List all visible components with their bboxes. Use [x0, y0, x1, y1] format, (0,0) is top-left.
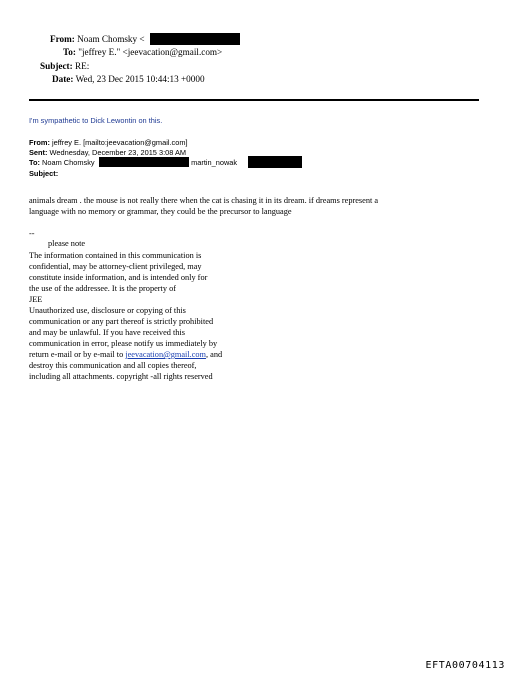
- header-to-label: To:: [63, 47, 76, 57]
- forwarded-sent-row: [29, 148, 186, 157]
- disclaimer-notify-line: [29, 349, 222, 360]
- message-line-2: language with no memory or grammar, they could be the precursor to language: [29, 207, 292, 216]
- redaction-bar: [99, 157, 189, 167]
- signature-please-note: please note: [48, 239, 86, 248]
- header-to-row: [63, 47, 222, 58]
- disclaimer-line: destroy this communication and all copies thereof,: [29, 361, 197, 370]
- email-link[interactable]: jeevacation@gmail.com: [125, 350, 206, 359]
- header-subject-value: RE:: [74, 61, 90, 71]
- disclaimer-line: The information contained in this communication is: [29, 251, 202, 260]
- notify-prefix: return e-mail or by e-mail to: [29, 350, 126, 359]
- forwarded-subject-label: Subject:: [29, 169, 59, 178]
- forwarded-to-label: To:: [29, 158, 40, 167]
- header-date-label: Date:: [52, 74, 74, 84]
- header-from-row: [50, 34, 145, 45]
- document-id: EFTA00704113: [425, 660, 505, 671]
- header-divider: [29, 99, 479, 101]
- forwarded-to-row: [29, 158, 95, 167]
- disclaimer-line: Unauthorized use, disclosure or copying of this: [29, 306, 186, 315]
- header-date-row: [52, 74, 205, 85]
- forwarded-sent-value: Wednesday, December 23, 2015 3:08 AM: [49, 148, 187, 157]
- header-date-value: Wed, 23 Dec 2015 10:44:13 +0000: [75, 74, 205, 84]
- disclaimer-line: communication in error, please notify us immediately by: [29, 339, 218, 348]
- forwarded-sent-label: Sent:: [29, 148, 48, 157]
- redaction-bar: [248, 156, 302, 168]
- disclaimer-line: confidential, may be attorney-client privileged, may: [29, 262, 202, 271]
- reply-line: I'm sympathetic to Dick Lewontin on this.: [29, 116, 163, 125]
- header-subject-row: [40, 61, 89, 72]
- signature-dashes: --: [29, 229, 35, 238]
- forwarded-to-value-1: Noam Chomsky: [42, 158, 95, 167]
- notify-suffix: , and: [205, 350, 223, 359]
- redaction-bar: [150, 33, 240, 45]
- disclaimer-line: and may be unlawful. If you have received this: [29, 328, 185, 337]
- disclaimer-line: JEE: [29, 295, 43, 304]
- disclaimer-line: communication or any part thereof is strictly prohibited: [29, 317, 214, 326]
- forwarded-subject-row: [29, 169, 58, 178]
- header-to-value: "jeffrey E." <jeevacation@gmail.com>: [78, 47, 223, 57]
- disclaimer-line: including all attachments. copyright -all rights reserved: [29, 372, 213, 381]
- header-subject-label: Subject:: [40, 61, 73, 71]
- disclaimer-line: the use of the addressee. It is the property of: [29, 284, 176, 293]
- header-from-value: Noam Chomsky <: [77, 34, 145, 44]
- disclaimer-line: constitute inside information, and is intended only for: [29, 273, 208, 282]
- forwarded-from-row: [29, 138, 188, 147]
- forwarded-to-value-2: ; martin_nowak: [187, 158, 238, 167]
- forwarded-from-value: jeffrey E. [mailto:jeevacation@gmail.com]: [52, 138, 188, 147]
- forwarded-from-label: From:: [29, 138, 50, 147]
- message-line-1: animals dream . the mouse is not really there when the cat is chasing it in its dream. if dreams represent a: [29, 196, 379, 205]
- header-from-label: From:: [50, 34, 75, 44]
- forwarded-to-value-2-row: [187, 158, 237, 167]
